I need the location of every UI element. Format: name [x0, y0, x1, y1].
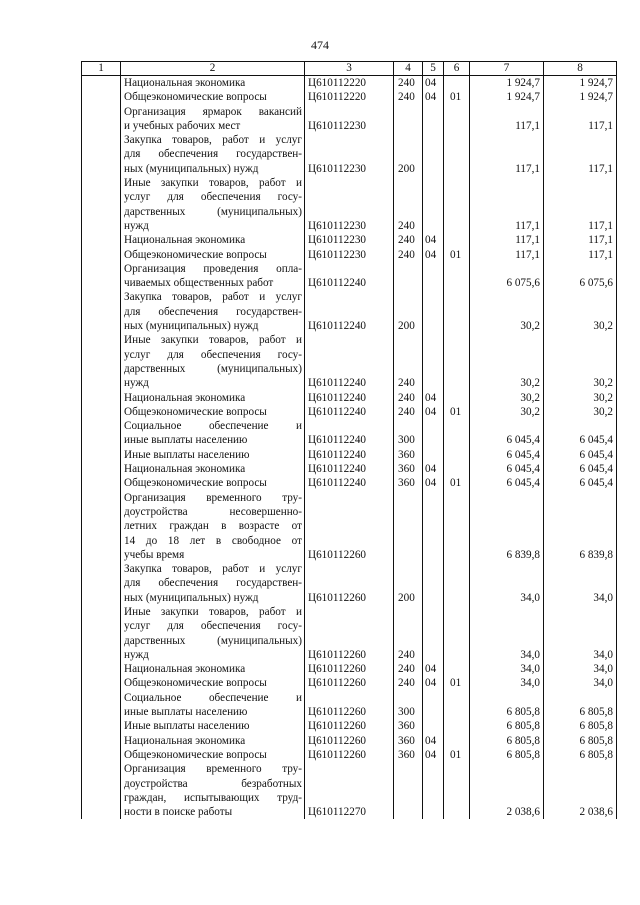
amount-col8-cell: 1 924,7: [544, 76, 617, 91]
amount-col7-cell: 117,1: [470, 176, 544, 233]
target-code-cell: Ц610112260: [305, 605, 394, 662]
expense-name-line: ных (муниципальных) нужд: [124, 320, 259, 333]
page-number: 474: [311, 38, 329, 52]
amount-col8-cell: 2 038,6: [544, 762, 617, 819]
section-cell: 04: [423, 748, 444, 762]
subsection-cell: [444, 419, 470, 448]
section-cell: [423, 719, 444, 733]
header-row: [82, 62, 617, 76]
row-number-cell: [82, 262, 121, 291]
row-number-cell: [82, 448, 121, 462]
amount-col8-cell: 30,2: [544, 333, 617, 390]
expense-name-line: Общеэкономические вопросы: [124, 677, 267, 690]
expense-name-line: Общеэкономические вопросы: [124, 405, 267, 418]
target-code-cell: Ц610112260: [305, 691, 394, 720]
table-row: [82, 462, 617, 476]
section-cell: [423, 105, 444, 134]
row-number-cell: [82, 405, 121, 419]
target-code-cell: Ц610112230: [305, 105, 394, 134]
expense-name-cell: [121, 448, 305, 462]
expense-name-line: иные выплаты населению: [124, 706, 248, 719]
expense-name-line: для обеспечения государствен-: [124, 305, 302, 318]
section-cell: [423, 448, 444, 462]
table-row: [82, 762, 617, 819]
section-cell: [423, 605, 444, 662]
expense-name-line: Национальная экономика: [124, 391, 246, 404]
expense-type-cell: 240: [394, 405, 423, 419]
amount-col8-cell: 6 045,4: [544, 448, 617, 462]
expense-name-line: Общеэкономические вопросы: [124, 748, 267, 761]
target-code-cell: Ц610112240: [305, 262, 394, 291]
expense-name-cell: [121, 262, 305, 291]
row-number-cell: [82, 176, 121, 233]
expense-name-cell: [121, 105, 305, 134]
target-code-cell: Ц610112240: [305, 405, 394, 419]
table-row: [82, 391, 617, 405]
amount-col8-cell: 34,0: [544, 676, 617, 690]
expense-name-line: ных (муниципальных) нужд: [124, 162, 259, 175]
expense-name-line: услуг для обеспечения госу-: [124, 348, 302, 361]
table-row: [82, 491, 617, 562]
section-cell: [423, 691, 444, 720]
subsection-cell: 01: [444, 676, 470, 690]
amount-col7-cell: 30,2: [470, 290, 544, 333]
expense-name-cell: [121, 133, 305, 176]
table-row: [82, 719, 617, 733]
section-cell: [423, 333, 444, 390]
expense-name-line: Организация временного тру-: [124, 763, 302, 776]
row-number-cell: [82, 419, 121, 448]
section-cell: 04: [423, 90, 444, 104]
amount-col8-cell: 6 839,8: [544, 491, 617, 562]
amount-col7-cell: 117,1: [470, 248, 544, 262]
table-body: [82, 76, 617, 820]
table-row: [82, 676, 617, 690]
target-code-cell: Ц610112240: [305, 476, 394, 490]
column-header-6: 6: [444, 62, 470, 76]
expense-name-line: нужд: [124, 648, 149, 661]
amount-col7-cell: 34,0: [470, 605, 544, 662]
row-number-cell: [82, 90, 121, 104]
expense-name-line: Национальная экономика: [124, 77, 246, 89]
row-number-cell: [82, 691, 121, 720]
expense-name-line: услуг для обеспечения госу-: [124, 620, 302, 633]
column-header-5: 5: [423, 62, 444, 76]
section-cell: 04: [423, 462, 444, 476]
subsection-cell: [444, 491, 470, 562]
target-code-cell: Ц610112240: [305, 419, 394, 448]
expense-type-cell: 240: [394, 605, 423, 662]
table-row: [82, 290, 617, 333]
table-row: [82, 333, 617, 390]
section-cell: 04: [423, 405, 444, 419]
expense-name-line: Социальное обеспечение и: [124, 691, 302, 704]
section-cell: [423, 133, 444, 176]
amount-col8-cell: 6 805,8: [544, 691, 617, 720]
expense-name-line: нужд: [124, 377, 149, 390]
expense-name-line: Национальная экономика: [124, 463, 246, 476]
expense-name-line: и учебных рабочих мест: [124, 119, 241, 132]
amount-col7-cell: 6 045,4: [470, 419, 544, 448]
expense-type-cell: 360: [394, 719, 423, 733]
expense-name-line: Национальная экономика: [124, 234, 246, 247]
row-number-cell: [82, 462, 121, 476]
expense-type-cell: [394, 762, 423, 819]
amount-col8-cell: 34,0: [544, 662, 617, 676]
expense-name-line: Социальное обеспечение и: [124, 420, 302, 433]
expense-type-cell: 200: [394, 133, 423, 176]
expense-name-line: ных (муниципальных) нужд: [124, 591, 259, 604]
expense-type-cell: 240: [394, 391, 423, 405]
column-header-2: 2: [121, 62, 305, 76]
section-cell: [423, 176, 444, 233]
expense-name-cell: [121, 90, 305, 104]
expense-type-cell: [394, 262, 423, 291]
expense-name-cell: [121, 734, 305, 748]
expense-name-line: Закупка товаров, работ и услуг: [124, 134, 302, 147]
row-number-cell: [82, 476, 121, 490]
expense-type-cell: [394, 491, 423, 562]
subsection-cell: 01: [444, 748, 470, 762]
target-code-cell: Ц610112220: [305, 90, 394, 104]
row-number-cell: [82, 133, 121, 176]
target-code-cell: Ц610112260: [305, 676, 394, 690]
table-row: [82, 176, 617, 233]
expense-name-cell: [121, 676, 305, 690]
table-row: [82, 562, 617, 605]
target-code-cell: Ц610112260: [305, 562, 394, 605]
column-header-7: 7: [470, 62, 544, 76]
target-code-cell: Ц610112230: [305, 176, 394, 233]
section-cell: 04: [423, 391, 444, 405]
amount-col8-cell: 6 045,4: [544, 419, 617, 448]
subsection-cell: 01: [444, 90, 470, 104]
target-code-cell: Ц610112260: [305, 748, 394, 762]
row-number-cell: [82, 105, 121, 134]
expense-name-cell: [121, 691, 305, 720]
expense-name-line: чиваемых общественных работ: [124, 277, 274, 290]
section-cell: [423, 491, 444, 562]
expense-name-line: дарственных (муниципальных): [124, 205, 302, 218]
expense-name-cell: [121, 491, 305, 562]
subsection-cell: [444, 290, 470, 333]
expense-name-line: Иные выплаты населению: [124, 448, 250, 461]
row-number-cell: [82, 748, 121, 762]
section-cell: [423, 262, 444, 291]
section-cell: 04: [423, 676, 444, 690]
amount-col7-cell: 30,2: [470, 333, 544, 390]
amount-col8-cell: 117,1: [544, 133, 617, 176]
amount-col7-cell: 117,1: [470, 233, 544, 247]
target-code-cell: Ц610112260: [305, 719, 394, 733]
column-header-4: 4: [394, 62, 423, 76]
expense-name-line: иные выплаты населению: [124, 434, 248, 447]
amount-col7-cell: 30,2: [470, 391, 544, 405]
expense-name-line: Национальная экономика: [124, 663, 246, 676]
expense-name-line: для обеспечения государствен-: [124, 148, 302, 161]
table-row: [82, 448, 617, 462]
amount-col8-cell: 6 805,8: [544, 734, 617, 748]
amount-col8-cell: 6 805,8: [544, 748, 617, 762]
expense-type-cell: 360: [394, 476, 423, 490]
section-cell: 04: [423, 248, 444, 262]
amount-col7-cell: 34,0: [470, 662, 544, 676]
target-code-cell: Ц610112230: [305, 233, 394, 247]
subsection-cell: [444, 562, 470, 605]
expense-type-cell: 360: [394, 448, 423, 462]
target-code-cell: Ц610112230: [305, 133, 394, 176]
expense-name-line: Национальная экономика: [124, 734, 246, 747]
table-row: [82, 233, 617, 247]
amount-col7-cell: 6 045,4: [470, 462, 544, 476]
expense-name-cell: [121, 76, 305, 91]
amount-col8-cell: 6 045,4: [544, 476, 617, 490]
expense-name-cell: [121, 748, 305, 762]
section-cell: 04: [423, 662, 444, 676]
expense-name-line: учебы время: [124, 548, 185, 561]
amount-col8-cell: 1 924,7: [544, 90, 617, 104]
expense-name-cell: [121, 719, 305, 733]
expense-name-line: Закупка товаров, работ и услуг: [124, 563, 302, 576]
subsection-cell: 01: [444, 248, 470, 262]
expense-name-cell: [121, 290, 305, 333]
expense-name-cell: [121, 462, 305, 476]
subsection-cell: [444, 719, 470, 733]
section-cell: 04: [423, 76, 444, 91]
target-code-cell: Ц610112240: [305, 290, 394, 333]
expense-name-line: Закупка товаров, работ и услуг: [124, 291, 302, 304]
amount-col7-cell: 6 045,4: [470, 476, 544, 490]
expense-name-line: Организация временного тру-: [124, 491, 302, 504]
amount-col7-cell: 117,1: [470, 133, 544, 176]
expense-name-line: Общеэкономические вопросы: [124, 248, 267, 261]
expense-type-cell: 300: [394, 691, 423, 720]
subsection-cell: [444, 333, 470, 390]
table-row: [82, 691, 617, 720]
table-row: [82, 734, 617, 748]
expense-type-cell: 240: [394, 662, 423, 676]
amount-col7-cell: 6 839,8: [470, 491, 544, 562]
amount-col7-cell: 6 805,8: [470, 748, 544, 762]
row-number-cell: [82, 676, 121, 690]
expense-type-cell: 200: [394, 562, 423, 605]
row-number-cell: [82, 233, 121, 247]
amount-col8-cell: 30,2: [544, 391, 617, 405]
table-row: [82, 105, 617, 134]
row-number-cell: [82, 719, 121, 733]
amount-col7-cell: 6 045,4: [470, 448, 544, 462]
table-row: [82, 419, 617, 448]
table-row: [82, 605, 617, 662]
table-row: [82, 748, 617, 762]
target-code-cell: Ц610112240: [305, 448, 394, 462]
amount-col7-cell: 6 075,6: [470, 262, 544, 291]
target-code-cell: Ц610112240: [305, 462, 394, 476]
row-number-cell: [82, 248, 121, 262]
expense-name-cell: [121, 391, 305, 405]
amount-col8-cell: 34,0: [544, 605, 617, 662]
amount-col8-cell: 6 045,4: [544, 462, 617, 476]
expense-name-line: граждан, испытывающих труд-: [124, 791, 302, 804]
amount-col7-cell: 2 038,6: [470, 762, 544, 819]
row-number-cell: [82, 76, 121, 91]
amount-col7-cell: 6 805,8: [470, 734, 544, 748]
section-cell: [423, 562, 444, 605]
amount-col8-cell: 6 805,8: [544, 719, 617, 733]
row-number-cell: [82, 290, 121, 333]
subsection-cell: [444, 448, 470, 462]
amount-col7-cell: 117,1: [470, 105, 544, 134]
section-cell: 04: [423, 233, 444, 247]
expense-name-cell: [121, 662, 305, 676]
expense-name-line: летних граждан в возрасте от: [124, 520, 302, 533]
expense-type-cell: [394, 105, 423, 134]
subsection-cell: [444, 105, 470, 134]
table-row: [82, 476, 617, 490]
expense-name-cell: [121, 762, 305, 819]
subsection-cell: [444, 233, 470, 247]
target-code-cell: Ц610112260: [305, 491, 394, 562]
amount-col8-cell: 117,1: [544, 105, 617, 134]
row-number-cell: [82, 734, 121, 748]
subsection-cell: [444, 605, 470, 662]
target-code-cell: Ц610112240: [305, 391, 394, 405]
expense-type-cell: 360: [394, 734, 423, 748]
target-code-cell: Ц610112260: [305, 662, 394, 676]
row-number-cell: [82, 762, 121, 819]
expense-name-cell: [121, 419, 305, 448]
subsection-cell: [444, 76, 470, 91]
amount-col7-cell: 6 805,8: [470, 719, 544, 733]
subsection-cell: 01: [444, 405, 470, 419]
column-header-8: 8: [544, 62, 617, 76]
expense-name-line: услуг для обеспечения госу-: [124, 191, 302, 204]
subsection-cell: [444, 133, 470, 176]
table-row: [82, 262, 617, 291]
amount-col8-cell: 30,2: [544, 290, 617, 333]
table-row: [82, 248, 617, 262]
expense-name-cell: [121, 405, 305, 419]
expense-name-line: доустройства безработных: [124, 777, 302, 790]
expense-name-cell: [121, 176, 305, 233]
expense-name-line: Общеэкономические вопросы: [124, 477, 267, 490]
expense-name-line: для обеспечения государствен-: [124, 577, 302, 590]
amount-col8-cell: 117,1: [544, 233, 617, 247]
target-code-cell: Ц610112230: [305, 248, 394, 262]
expense-name-line: Иные закупки товаров, работ и: [124, 177, 302, 190]
expense-type-cell: 240: [394, 676, 423, 690]
table-row: [82, 133, 617, 176]
subsection-cell: [444, 391, 470, 405]
expense-name-cell: [121, 605, 305, 662]
column-header-3: 3: [305, 62, 394, 76]
expense-name-line: 14 до 18 лет в свободное от: [124, 534, 302, 547]
expense-name-line: Организация проведения опла-: [124, 262, 302, 275]
column-header-1: 1: [82, 62, 121, 76]
expense-type-cell: 200: [394, 290, 423, 333]
expense-type-cell: 240: [394, 233, 423, 247]
subsection-cell: [444, 662, 470, 676]
amount-col7-cell: 1 924,7: [470, 76, 544, 91]
table-row: [82, 90, 617, 104]
row-number-cell: [82, 562, 121, 605]
expense-name-line: Иные выплаты населению: [124, 720, 250, 733]
amount-col8-cell: 34,0: [544, 562, 617, 605]
section-cell: [423, 419, 444, 448]
expense-name-line: Иные закупки товаров, работ и: [124, 334, 302, 347]
expense-name-cell: [121, 476, 305, 490]
budget-table: [81, 61, 617, 819]
subsection-cell: [444, 691, 470, 720]
section-cell: [423, 290, 444, 333]
row-number-cell: [82, 391, 121, 405]
subsection-cell: [444, 262, 470, 291]
expense-type-cell: 240: [394, 248, 423, 262]
expense-name-line: нужд: [124, 219, 149, 232]
table-header: [82, 62, 617, 76]
amount-col7-cell: 34,0: [470, 562, 544, 605]
target-code-cell: Ц610112270: [305, 762, 394, 819]
table-row: [82, 662, 617, 676]
expense-name-line: Иные закупки товаров, работ и: [124, 605, 302, 618]
section-cell: [423, 762, 444, 819]
expense-name-cell: [121, 248, 305, 262]
expense-type-cell: 240: [394, 176, 423, 233]
row-number-cell: [82, 491, 121, 562]
subsection-cell: 01: [444, 476, 470, 490]
section-cell: 04: [423, 734, 444, 748]
target-code-cell: Ц610112260: [305, 734, 394, 748]
table-row: [82, 405, 617, 419]
expense-type-cell: 360: [394, 462, 423, 476]
expense-name-line: дарственных (муниципальных): [124, 634, 302, 647]
subsection-cell: [444, 734, 470, 748]
expense-name-cell: [121, 562, 305, 605]
amount-col7-cell: 34,0: [470, 676, 544, 690]
amount-col7-cell: 30,2: [470, 405, 544, 419]
expense-name-cell: [121, 333, 305, 390]
section-cell: 04: [423, 476, 444, 490]
expense-name-cell: [121, 233, 305, 247]
amount-col8-cell: 6 075,6: [544, 262, 617, 291]
subsection-cell: [444, 462, 470, 476]
amount-col8-cell: 117,1: [544, 176, 617, 233]
expense-type-cell: 240: [394, 90, 423, 104]
expense-type-cell: 360: [394, 748, 423, 762]
expense-type-cell: 240: [394, 333, 423, 390]
expense-type-cell: 240: [394, 76, 423, 91]
subsection-cell: [444, 176, 470, 233]
amount-col8-cell: 117,1: [544, 248, 617, 262]
row-number-cell: [82, 333, 121, 390]
target-code-cell: Ц610112220: [305, 76, 394, 91]
expense-name-line: Общеэкономические вопросы: [124, 91, 267, 104]
subsection-cell: [444, 762, 470, 819]
expense-name-line: Организация ярмарок вакансий: [124, 105, 302, 118]
amount-col7-cell: 6 805,8: [470, 691, 544, 720]
expense-name-line: дарственных (муниципальных): [124, 362, 302, 375]
expense-name-line: ности в поиске работы: [124, 806, 233, 819]
row-number-cell: [82, 605, 121, 662]
expense-name-line: доустройства несовершенно-: [124, 505, 302, 518]
amount-col8-cell: 30,2: [544, 405, 617, 419]
row-number-cell: [82, 662, 121, 676]
target-code-cell: Ц610112240: [305, 333, 394, 390]
table-row: [82, 76, 617, 91]
amount-col7-cell: 1 924,7: [470, 90, 544, 104]
expense-type-cell: 300: [394, 419, 423, 448]
